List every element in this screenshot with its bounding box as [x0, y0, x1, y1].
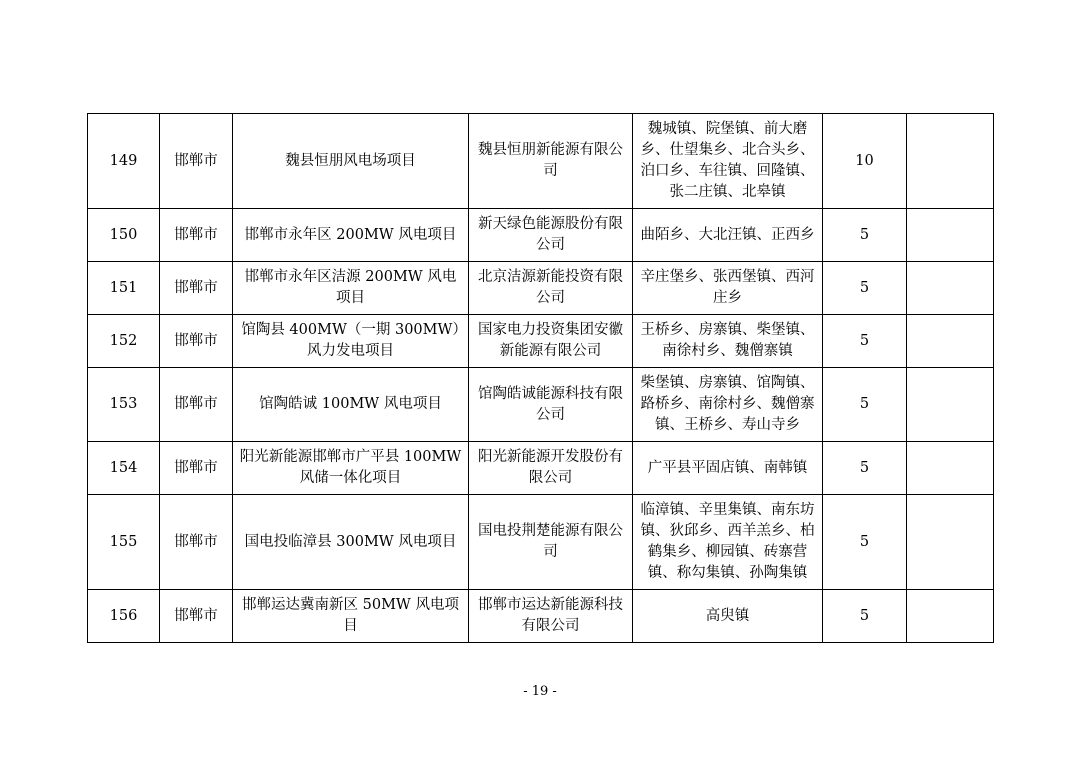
- row-project-name: 魏县恒朋风电场项目: [233, 114, 469, 209]
- row-index: 155: [88, 495, 160, 590]
- table-row: [88, 495, 994, 590]
- row-city: 邯郸市: [160, 114, 233, 209]
- row-blank: [907, 262, 994, 315]
- row-city: 邯郸市: [160, 315, 233, 368]
- row-blank: [907, 315, 994, 368]
- row-capacity: 5: [823, 315, 907, 368]
- row-blank: [907, 114, 994, 209]
- row-towns: 高臾镇: [633, 590, 823, 643]
- row-index: 154: [88, 442, 160, 495]
- table-row: [88, 262, 994, 315]
- table-row: [88, 315, 994, 368]
- row-company-name: 国电投荆楚能源有限公司: [469, 495, 633, 590]
- row-city: 邯郸市: [160, 368, 233, 442]
- row-index: 152: [88, 315, 160, 368]
- row-city: 邯郸市: [160, 442, 233, 495]
- row-capacity: 5: [823, 495, 907, 590]
- row-capacity: 5: [823, 590, 907, 643]
- row-blank: [907, 368, 994, 442]
- row-project-name: 阳光新能源邯郸市广平县 100MW 风储一体化项目: [233, 442, 469, 495]
- row-city: 邯郸市: [160, 590, 233, 643]
- row-towns: 柴堡镇、房寨镇、馆陶镇、路桥乡、南徐村乡、魏僧寨镇、王桥乡、寿山寺乡: [633, 368, 823, 442]
- row-project-name: 国电投临漳县 300MW 风电项目: [233, 495, 469, 590]
- table-row: [88, 590, 994, 643]
- row-blank: [907, 209, 994, 262]
- row-company-name: 国家电力投资集团安徽新能源有限公司: [469, 315, 633, 368]
- row-towns: 临漳镇、辛里集镇、南东坊镇、狄邱乡、西羊羔乡、柏鹤集乡、柳园镇、砖寨营镇、称勾集镇、孙陶集镇: [633, 495, 823, 590]
- table-row: [88, 209, 994, 262]
- page-number: - 19 -: [523, 684, 557, 699]
- table-row: [88, 442, 994, 495]
- row-capacity: 5: [823, 262, 907, 315]
- row-company-name: 馆陶皓诚能源科技有限公司: [469, 368, 633, 442]
- row-project-name: 馆陶县 400MW（一期 300MW）风力发电项目: [233, 315, 469, 368]
- row-blank: [907, 590, 994, 643]
- row-company-name: 魏县恒朋新能源有限公司: [469, 114, 633, 209]
- row-city: 邯郸市: [160, 209, 233, 262]
- row-towns: 广平县平固店镇、南韩镇: [633, 442, 823, 495]
- row-towns: 曲陌乡、大北汪镇、正西乡: [633, 209, 823, 262]
- row-company-name: 阳光新能源开发股份有限公司: [469, 442, 633, 495]
- row-index: 151: [88, 262, 160, 315]
- table-row: [88, 368, 994, 442]
- row-capacity: 5: [823, 209, 907, 262]
- row-capacity: 10: [823, 114, 907, 209]
- row-city: 邯郸市: [160, 262, 233, 315]
- row-city: 邯郸市: [160, 495, 233, 590]
- row-project-name: 邯郸市永年区洁源 200MW 风电项目: [233, 262, 469, 315]
- row-company-name: 邯郸市运达新能源科技有限公司: [469, 590, 633, 643]
- row-blank: [907, 442, 994, 495]
- row-project-name: 馆陶皓诚 100MW 风电项目: [233, 368, 469, 442]
- project-table: [87, 113, 994, 643]
- row-towns: 魏城镇、院堡镇、前大磨乡、仕望集乡、北合头乡、泊口乡、车往镇、回隆镇、张二庄镇、北皋镇: [633, 114, 823, 209]
- row-project-name: 邯郸运达冀南新区 50MW 风电项目: [233, 590, 469, 643]
- row-capacity: 5: [823, 442, 907, 495]
- row-index: 149: [88, 114, 160, 209]
- row-project-name: 邯郸市永年区 200MW 风电项目: [233, 209, 469, 262]
- row-blank: [907, 495, 994, 590]
- row-index: 153: [88, 368, 160, 442]
- row-index: 156: [88, 590, 160, 643]
- table-row: [88, 114, 994, 209]
- row-towns: 王桥乡、房寨镇、柴堡镇、南徐村乡、魏僧寨镇: [633, 315, 823, 368]
- row-index: 150: [88, 209, 160, 262]
- row-capacity: 5: [823, 368, 907, 442]
- row-towns: 辛庄堡乡、张西堡镇、西河庄乡: [633, 262, 823, 315]
- row-company-name: 北京洁源新能投资有限公司: [469, 262, 633, 315]
- project-table-container: [87, 113, 993, 643]
- row-company-name: 新天绿色能源股份有限公司: [469, 209, 633, 262]
